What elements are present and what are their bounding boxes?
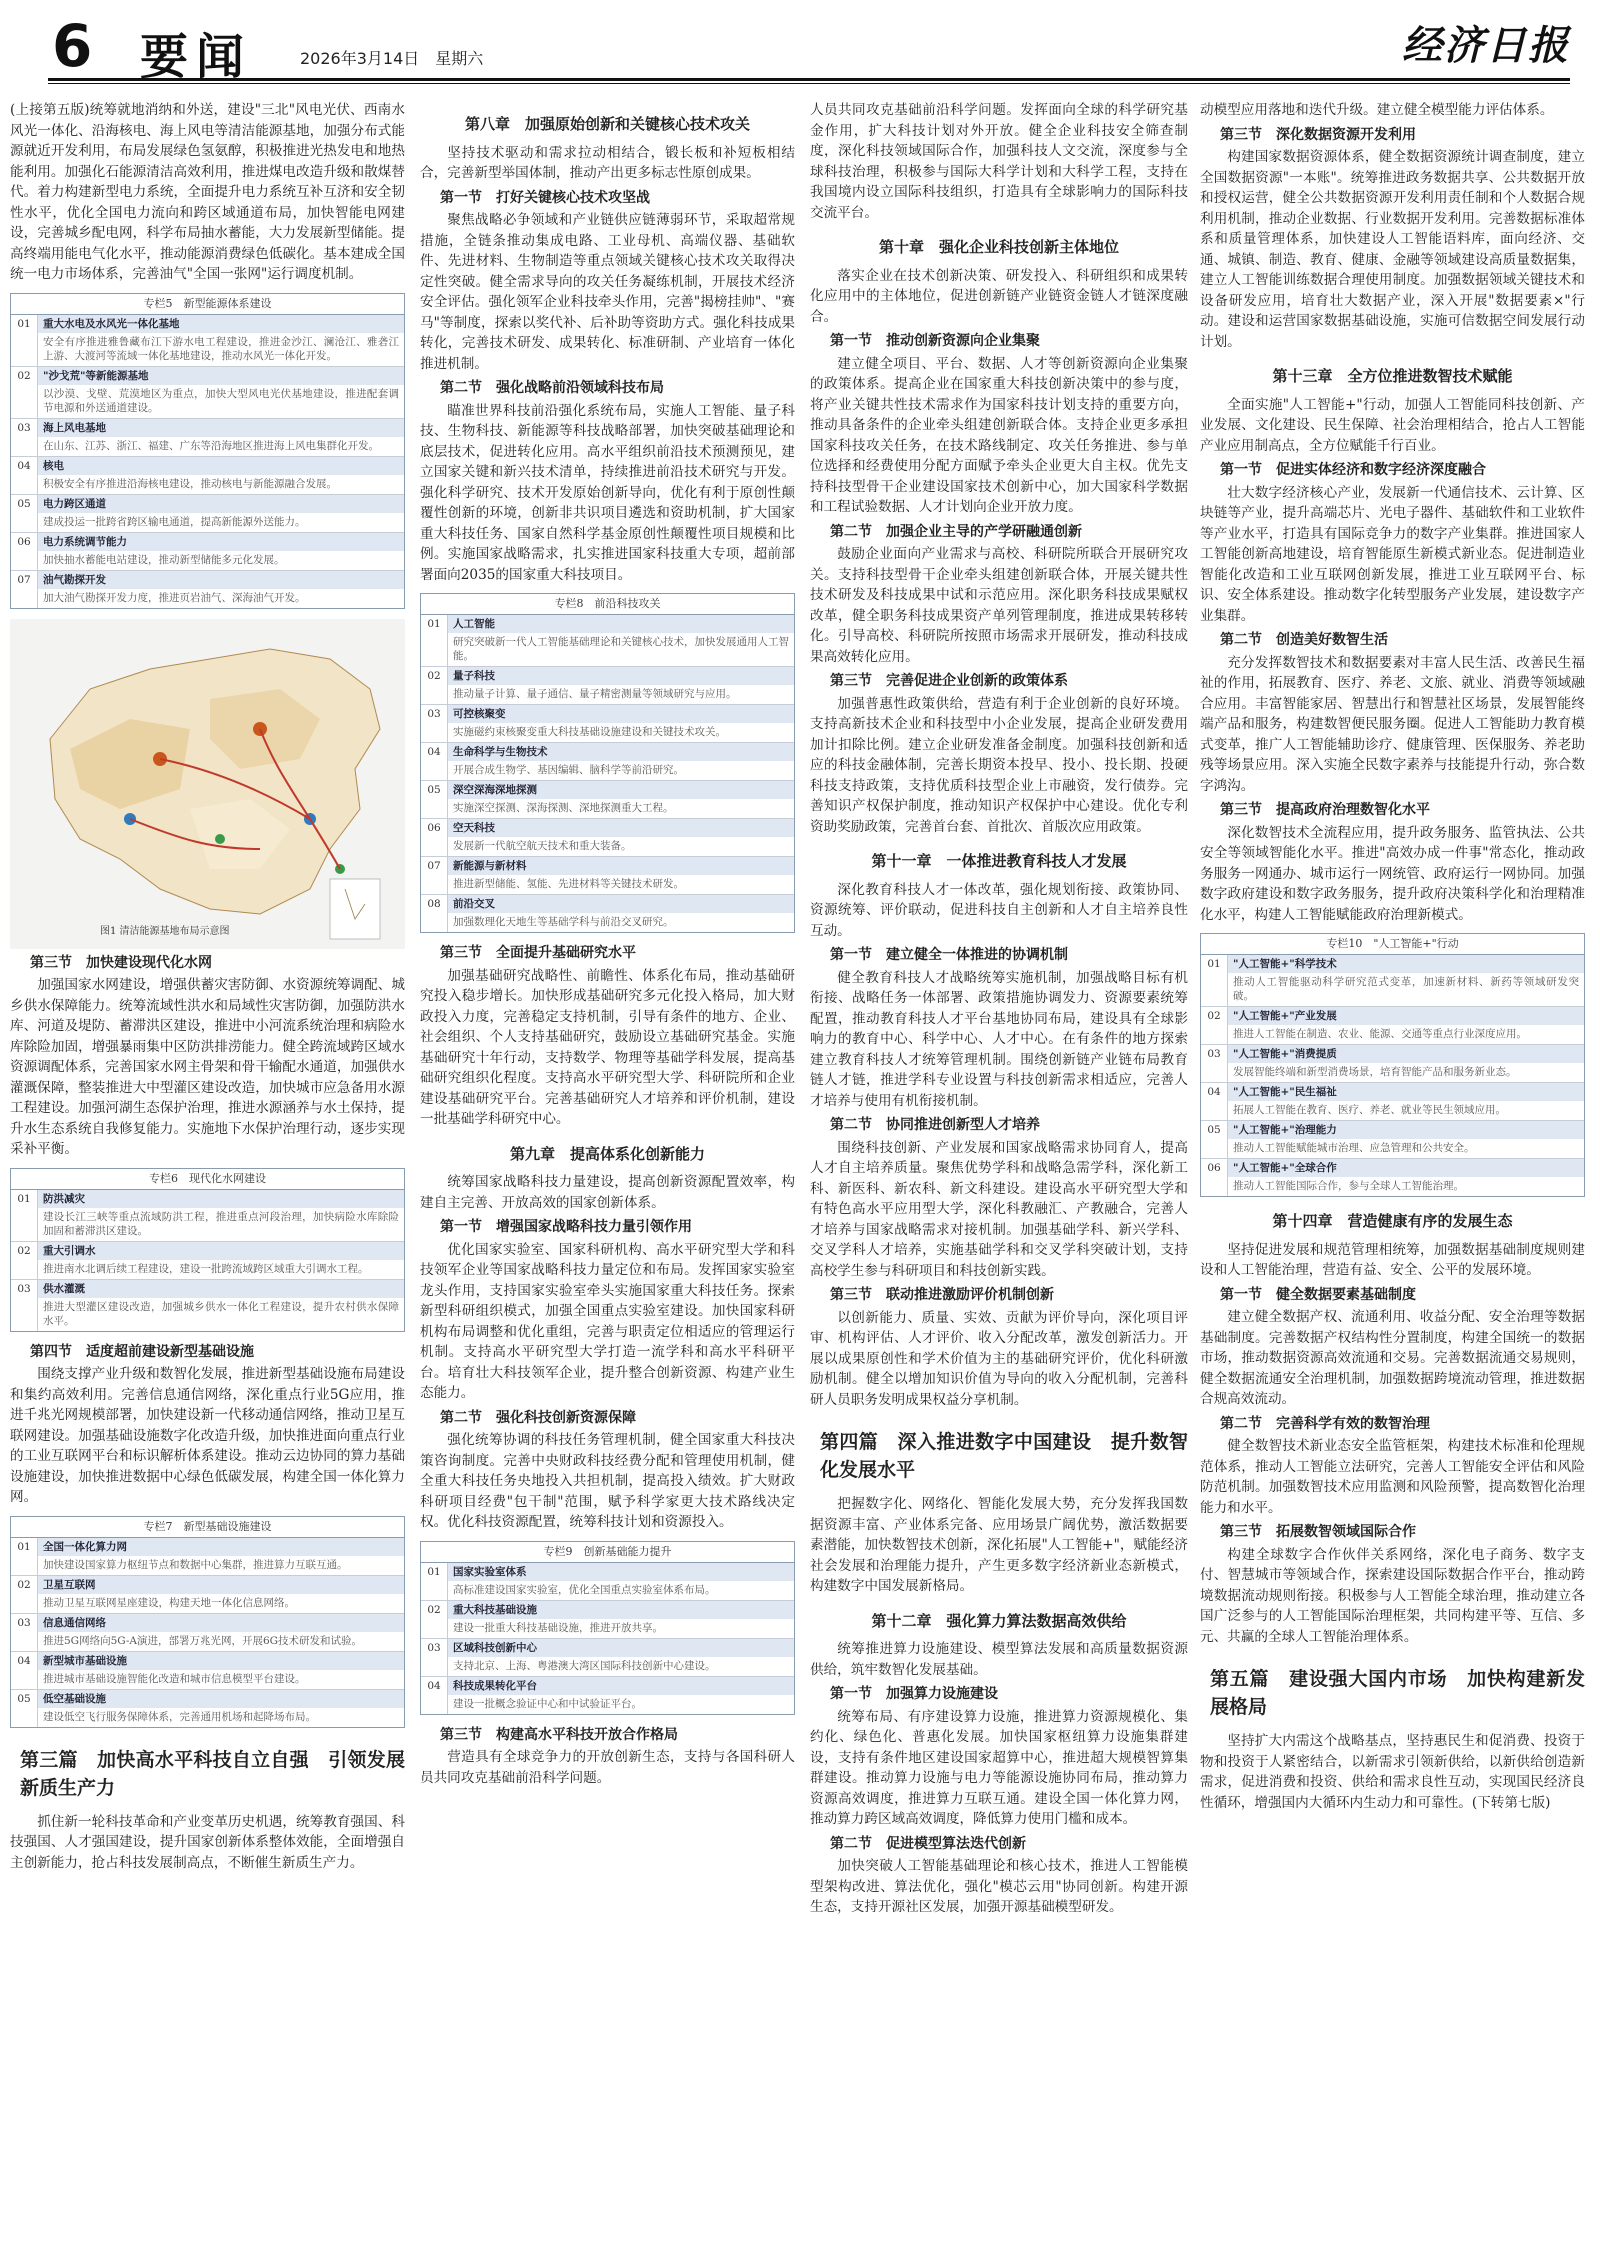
- box-row-content: [447, 1563, 794, 1600]
- box-item-name: 油气勘探开发: [38, 571, 404, 589]
- box-row-number: 02: [17, 1578, 31, 1591]
- box-row-number: 07: [427, 860, 441, 872]
- box-6: [10, 1168, 405, 1332]
- map-caption: 图1 清洁能源基地布局示意图: [100, 926, 230, 937]
- paragraph: 瞄准世界科技前沿强化系统布局，实施人工智能、量子科技、生物科技、新能源等科技战略部署，加快突破基础理论和底层技术，促进转化应用。高水平组织前沿技术预测预见，建立国家关键和新兴技术清单，持续推进前沿技术研究与开发。强化科学研究、技术开发原始创新导向，优化有利于原创性颠覆性创新的环境，创新非共识项目遴选和资助机制，扩大国家重大科技任务、国家自然科学基金原创性颠覆性项目规模和比例。实施国家战略需求，扎实推进国家科技重大专项，超前部署面向2035的国家重大科技项目。: [420, 402, 795, 583]
- issue-date: 2026年3月14日 星期六: [300, 49, 484, 68]
- part-heading: 第三篇 加快高水平科技自立自强 引领发展新质生产力: [20, 1748, 405, 1799]
- box-row-content: [37, 1690, 404, 1727]
- paragraph: 营造具有全球竞争力的开放创新生态，支持与各国科研人员共同攻克基础前沿科学问题。: [420, 1749, 795, 1786]
- paragraph: 聚焦战略必争领域和产业链供应链薄弱环节，采取超常规措施，全链条推动集成电路、工业母机、高端仪器、基础软件、先进材料、生物制造等重点领域关键核心技术攻关取得决定性突破。健全需求导向的攻关任务凝练机制，开展技术经济安全评估。强化领军企业科技牵头作用，完善"揭榜挂帅"、"赛马"等制度，探索以奖代补、后补助等资助方式。强化科技成果转化，完善技术研发、成果转化、标准研制、产业培育一体化推进机制。: [420, 212, 795, 372]
- paragraph: 动模型应用落地和迭代升级。建立健全模型能力评估体系。: [1200, 102, 1554, 118]
- box-item-name: 信息通信网络: [38, 1614, 404, 1632]
- box-item-name: 重大科技基础设施: [448, 1601, 794, 1619]
- box-row-number: 02: [1207, 1010, 1221, 1022]
- section-heading: 第四节 适度超前建设新型基础设施: [30, 1343, 254, 1360]
- box-row-number: 01: [427, 1565, 441, 1578]
- paragraph: 坚持技术驱动和需求拉动相结合，锻长板和补短板相结合，完善新型举国体制，推动产出更多标志性原创成果。: [420, 144, 795, 181]
- box-row-content: [37, 1652, 404, 1689]
- box-row: [11, 1690, 404, 1727]
- paragraph: 壮大数字经济核心产业，发展新一代通信技术、云计算、区块链等产业，提升高端芯片、光电子器件、基础软件和工业软件等产业水平，打造具有国际竞争力的数字产业集群。推进国家人工智能创新高地建设，培育智能原生新模式新业态。促进制造业智能化改造和工业互联网创新发展，推进工业互联网平台、标识、安全体系建设。推动数字化转型服务产业发展，建设数字产业集群。: [1200, 484, 1585, 624]
- page-number: 6: [52, 12, 93, 80]
- box-item-desc: 加大油气勘探开发力度，推进页岩油气、深海油气开发。: [43, 591, 306, 604]
- box-row: [421, 1677, 794, 1714]
- box-row: [421, 857, 794, 895]
- box-item-name: 人工智能: [448, 615, 794, 633]
- paragraph: 把握数字化、网络化、智能化发展大势，充分发挥我国数据资源丰富、产业体系完备、应用场景广阔优势，激活数据要素潜能，加快数智技术创新，深化拓展"人工智能+"，赋能经济社会发展和治理能力提升，产生更多数字经济新业态新模式，构建数字中国发展新格局。: [810, 1496, 1188, 1594]
- box-item-desc: 加快建设国家算力枢纽节点和数据中心集群，推进算力互联互通。: [43, 1558, 348, 1571]
- box-row-number: 04: [427, 1679, 441, 1692]
- section-heading: 第二节 协同推进创新型人才培养: [830, 1117, 1040, 1133]
- box-item-desc: 加强数理化天地生等基础学科与前沿交叉研究。: [453, 916, 674, 928]
- box-item-name: "沙戈荒"等新能源基地: [38, 367, 404, 385]
- box-row-content: [1227, 1007, 1584, 1044]
- box-item-desc: 安全有序推进雅鲁藏布江下游水电工程建设，推进金沙江、澜沧江、雅砻江上游、大渡河等流域一体化基地建设，推动水风光一体化开发。: [43, 335, 399, 362]
- box-row: [1201, 1007, 1584, 1045]
- box-item-name: 量子科技: [448, 667, 794, 685]
- section-heading: 第二节 完善科学有效的数智治理: [1220, 1415, 1430, 1432]
- box-row-number: 03: [1207, 1048, 1221, 1060]
- box-row-number: 01: [17, 1192, 31, 1205]
- header-rule-thin: [48, 83, 1570, 84]
- section-heading: 第二节 强化科技创新资源保障: [440, 1409, 636, 1426]
- paragraph: 健全教育科技人才战略统筹实施机制，加强战略目标有机衔接、战略任务一体部署、政策措施协调发力、资源要素统筹配置，推动教育科技人才平台基地协同布局，建设具有全球影响力的教育中心、科学中心、人才中心。在有条件的地方探索建立教育科技人才统筹管理机制。围绕创新链产业链布局教育链人才链，推进学科专业设置与科技创新需求相适应，完善人才培养与使用有机衔接机制。: [810, 969, 1188, 1109]
- box-row-number: 01: [17, 1540, 31, 1553]
- box-row-content: [37, 367, 404, 418]
- box-item-name: "人工智能+"消费提质: [1228, 1045, 1584, 1063]
- box-row-number: 05: [17, 497, 31, 510]
- box-row-number: 01: [17, 317, 31, 330]
- box-item-name: 重大水电及水风光一体化基地: [38, 315, 404, 333]
- paragraph: 统筹国家战略科技力量建设，提高创新资源配置效率，构建自主完善、开放高效的国家创新体系。: [420, 1174, 795, 1211]
- box-row: [421, 781, 794, 819]
- box-row-number: 02: [17, 369, 31, 382]
- box-7: [10, 1516, 405, 1728]
- section-heading: 第二节 创造美好数智生活: [1220, 632, 1388, 648]
- section-heading: 第三节 构建高水平科技开放合作格局: [440, 1726, 678, 1743]
- box-item-name: 区域科技创新中心: [448, 1639, 794, 1657]
- box-row: [1201, 1121, 1584, 1159]
- box-row-content: [447, 857, 794, 894]
- box-item-name: 海上风电基地: [38, 419, 404, 437]
- box-item-desc: 高标准建设国家实验室，优化全国重点实验室体系布局。: [453, 1583, 716, 1596]
- box-item-name: 新能源与新材料: [448, 857, 794, 875]
- box-item-name: 核电: [38, 457, 404, 475]
- section-heading: 第一节 促进实体经济和数字经济深度融合: [1220, 462, 1486, 478]
- box-row: [11, 495, 404, 533]
- box-item-name: 可控核聚变: [448, 705, 794, 723]
- paragraph: 构建国家数据资源体系，健全数据资源统计调查制度，建立全国数据资源"一本账"。统筹推进政务数据共享、公共数据开放和授权运营，健全公共数据资源开发利用责任制和个人数据合规利用机制，推动企业数据、行业数据开发利用。完善数据标准体系和质量管理体系，加快建设人工智能语料库，面向经济、交通、城镇、制造、教育、健康、金融等领域建设高质量数据集，建立人工智能训练数据合理使用制度。加强数据领域关键技术和设备研发应用，培育壮大数据产业，深入开展"数据要素×"行动。建设和运营国家数据基础设施，实施可信数据空间发展行动计划。: [1200, 149, 1585, 350]
- box-item-name: 科技成果转化平台: [448, 1677, 794, 1695]
- section-heading: 第三节 完善促进企业创新的政策体系: [830, 673, 1068, 689]
- chapter-heading: 第八章 加强原始创新和关键核心技术攻关: [464, 115, 750, 133]
- paragraph: 加强普惠性政策供给，营造有利于企业创新的良好环境。支持高新技术企业和科技型中小企业发展，提高企业研发费用加计扣除比例。建立企业研发准备金制度。加强科技创新和适应的科技金融体制，完善长期资本投早、投小、投长期、投硬科技支持政策，支持优质科技型企业上市融资，发行债券。完善知识产权保护制度，推动知识产权保护中心建设。优化专利资助奖励政策，完善首台套、首批次、首版次应用政策。: [810, 695, 1188, 835]
- box-item-desc: 拓展人工智能在教育、医疗、养老、就业等民生领域应用。: [1233, 1104, 1506, 1116]
- box-row-number: 02: [427, 1603, 441, 1616]
- box-title: 专栏10 "人工智能+"行动: [1201, 934, 1584, 955]
- box-row-content: [37, 419, 404, 456]
- section-heading: 第三节 深化数据资源开发利用: [1220, 126, 1416, 143]
- section-heading: 第三节 拓展数智领域国际合作: [1220, 1524, 1416, 1540]
- box-item-desc: 支持北京、上海、粤港澳大湾区国际科技创新中心建设。: [453, 1659, 716, 1672]
- box-item-name: 前沿交叉: [448, 895, 794, 913]
- column-1: [10, 100, 405, 2260]
- box-row-number: 04: [1207, 1086, 1221, 1098]
- box-item-desc: 推进新型储能、氢能、先进材料等关键技术研发。: [453, 878, 684, 890]
- box-row-content: [447, 781, 794, 818]
- paragraph: 抓住新一轮科技革命和产业变革历史机遇，统筹教育强国、科技强国、人才强国建设，提升国家创新体系整体效能，全面增强自主创新能力，抢占科技发展制高点，不断催生新质生产力。: [10, 1813, 405, 1871]
- box-row-content: [447, 1677, 794, 1714]
- section-heading: 第一节 增强国家战略科技力量引领作用: [440, 1219, 692, 1235]
- box-row-number: 06: [427, 822, 441, 834]
- box-title: 专栏5 新型能源体系建设: [11, 294, 404, 315]
- paragraph: 强化统筹协调的科技任务管理机制，健全国家重大科技决策咨询制度。完善中央财政科技经费分配和管理使用机制，健全重大科技任务央地投入共担机制，提高投入绩效。扩大财政科研项目经费"包干制"范围，赋予科学家更大技术路线决定权。优化科技资源配置，统筹科技计划和资源投入。: [420, 1432, 795, 1530]
- column-4: [1200, 100, 1585, 2260]
- section-heading: 第一节 加强算力设施建设: [830, 1686, 998, 1702]
- section-heading: 第一节 打好关键核心技术攻坚战: [440, 189, 650, 206]
- box-row: [11, 571, 404, 608]
- section-heading: 第三节 全面提升基础研究水平: [440, 945, 636, 961]
- box-item-name: 新型城市基础设施: [38, 1652, 404, 1670]
- box-item-name: "人工智能+"产业发展: [1228, 1007, 1584, 1025]
- paragraph: 围绕科技创新、产业发展和国家战略需求协同育人，提高人才自主培养质量。聚焦优势学科和战略急需学科，深化新工科、新医科、新农科、新文科建设。建设高水平研究型大学和有特色高水平应用型大学，深化科教融汇、产教融合，完善人才培养与国家战略需求对接机制。加强基础学科、新兴学科、交叉学科人才培养，实施基础学科和交叉学科突破计划，支持高校学生参与科研项目和科技创新实践。: [810, 1139, 1188, 1279]
- box-row-number: 07: [17, 573, 31, 586]
- box-row-content: [1227, 955, 1584, 1006]
- paragraph: 优化国家实验室、国家科研机构、高水平研究型大学和科技领军企业等国家战略科技力量定位和布局。发挥国家实验室龙头作用，支持国家实验室牵头实施国家重大科技任务。探索新型科研组织模式，加强全国重点实验室建设。加快国家科研机构布局调整和优化重组，完善与职责定位相适应的管理运行机制。支持高水平研究型大学打造一流学科和高水平科研平台。培育壮大科技领军企业，提升整合创新资源、构建产业生态能力。: [420, 1241, 795, 1401]
- paragraph: 统筹推进算力设施建设、模型算法发展和高质量数据资源供给，筑牢数智化发展基础。: [810, 1641, 1188, 1678]
- box-row: [11, 1652, 404, 1690]
- box-item-desc: 推进5G网络向5G-A演进，部署万兆光网，开展6G技术研发和试验。: [43, 1634, 363, 1647]
- box-row-number: 04: [17, 459, 31, 472]
- paragraph: 坚持促进发展和规范管理相统筹，加强数据基础制度规则建设和人工智能治理，营造有益、安全、公平的发展环境。: [1200, 1241, 1585, 1278]
- box-item-desc: 推进城市基础设施智能化改造和城市信息模型平台建设。: [43, 1672, 306, 1685]
- box-row: [11, 533, 404, 571]
- box-item-desc: 推进人工智能在制造、农业、能源、交通等重点行业深度应用。: [1233, 1028, 1527, 1040]
- box-row-number: 02: [427, 670, 441, 682]
- box-item-name: 低空基础设施: [38, 1690, 404, 1708]
- paragraph: 全面实施"人工智能+"行动，加强人工智能同科技创新、产业发展、文化建设、民生保障、社会治理相结合，抢占人工智能产业应用制高点，全方位赋能千行百业。: [1200, 396, 1585, 454]
- box-row: [11, 1280, 404, 1331]
- section-heading: 第二节 强化战略前沿领域科技布局: [440, 380, 664, 396]
- box-row-content: [447, 667, 794, 704]
- paragraph: 坚持扩大内需这个战略基点，坚持惠民生和促消费、投资于物和投资于人紧密结合，以新需求引领新供给，以新供给创造新需求，促进消费和投资、供给和需求良性互动，实现国民经济良性循环，增强国内大循环内生动力和可靠性。(下转第七版): [1200, 1733, 1585, 1811]
- box-row-content: [37, 1242, 404, 1279]
- box-item-desc: 实施深空探测、深海探测、深地探测重大工程。: [453, 802, 674, 814]
- box-row-number: 03: [17, 1616, 31, 1629]
- section-title: 要闻: [140, 29, 253, 85]
- box-row-content: [37, 533, 404, 570]
- box-item-desc: 发展新一代航空航天技术和重大装备。: [453, 840, 632, 852]
- box-row: [11, 1190, 404, 1242]
- box-item-name: 电力跨区通道: [38, 495, 404, 513]
- box-row: [421, 1639, 794, 1677]
- box-row-number: 03: [17, 1282, 31, 1295]
- paragraph: 围绕支撑产业升级和数智化发展，推进新型基础设施布局建设和集约高效利用。完善信息通信网络，深化重点行业5G应用，推进千兆光网规模部署，加快建设新一代移动通信网络，推动卫星互联网建设。加强基础设施数字化改造升级，加快推进面向重点行业的工业互联网平台和标识解析体系建设。推动云边协同的算力基础设施建设，加快推进数据中心绿色低碳发展，构建全国一体化算力网。: [10, 1366, 405, 1505]
- paragraph: 建立健全数据产权、流通利用、收益分配、安全治理等数据基础制度。完善数据产权结构性分置制度，构建全国统一的数据市场，推动数据资源高效流通和交易。完善数据流通交易规则，健全数据流通安全治理机制，加强数据跨境流动管理，推进数据合规高效流动。: [1200, 1309, 1585, 1407]
- box-item-desc: 推动卫星互联网星座建设，构建天地一体化信息网络。: [43, 1596, 295, 1609]
- box-row-content: [37, 315, 404, 366]
- box-item-name: 生命科学与生物技术: [448, 743, 794, 761]
- box-row-content: [447, 895, 794, 932]
- box-row: [11, 315, 404, 367]
- paragraph: 健全数智技术新业态安全监管框架，构建技术标准和伦理规范体系，推动人工智能立法研究，完善人工智能安全评估和风险防范机制。加强数智技术应用监测和风险预警，提高数智化治理能力和水平。: [1200, 1438, 1585, 1516]
- box-item-name: 防洪减灾: [38, 1190, 404, 1208]
- paragraph: 鼓励企业面向产业需求与高校、科研院所联合开展研究攻关。支持科技型骨干企业牵头组建创新联合体，开展关键共性技术研发及科技成果中试和示范应用。深化职务科技成果赋权改革，健全职务科技成果资产单列管理制度，推进成果转移转化。引导高校、科研院所按照市场需求开展研发，推动科技成果高效转化应用。: [810, 546, 1188, 665]
- box-item-desc: 开展合成生物学、基因编辑、脑科学等前沿研究。: [453, 764, 684, 776]
- box-row: [11, 1242, 404, 1280]
- paragraph: 构建全球数字合作伙伴关系网络，深化电子商务、数字支付、智慧城市等领域合作，探索建设国际数据合作平台，推动跨境数据流动规则衔接。积极参与人工智能全球治理，推动建立各国广泛参与的人工智能国际治理框架，共同构建平等、互信、多元、共赢的全球人工智能治理体系。: [1200, 1546, 1585, 1645]
- box-item-desc: 实施磁约束核聚变重大科技基础设施建设和关键技术攻关。: [453, 726, 726, 738]
- paragraph: 以创新能力、质量、实效、贡献为评价导向，深化项目评审、机构评估、人才评价、收入分配改革，激发创新活力。开展以成果原创性和学术价值为主的基础研究评价，优化科研激励机制。健全以增加知识价值为导向的收入分配机制，完善科研人员职务发明成果权益分享机制。: [810, 1309, 1188, 1408]
- box-row-content: [37, 1280, 404, 1331]
- chapter-heading: 第十二章 强化算力算法数据高效供给: [871, 1611, 1127, 1630]
- box-item-name: 重大引调水: [38, 1242, 404, 1260]
- box-row: [421, 705, 794, 743]
- paragraph: 落实企业在技术创新决策、研发投入、科研组织和成果转化应用中的主体地位，促进创新链产业链资金链人才链深度融合。: [810, 267, 1188, 325]
- box-item-name: "人工智能+"民生福祉: [1228, 1083, 1584, 1101]
- column-3: [810, 100, 1188, 2260]
- masthead-logo: 经济日报: [1402, 22, 1570, 69]
- box-row-number: 05: [17, 1692, 31, 1705]
- box-row-number: 04: [427, 746, 441, 758]
- paragraph: (上接第五版)统筹就地消纳和外送，建设"三北"风电光伏、西南水风光一体化、沿海核电、海上风电等清洁能源基地，加强分布式能源就近开发利用，布局发展绿色氢氨醇，积极推进光热发电和地热能利用。加强化石能源清洁高效利用，推进煤电改造升级和散煤替代。着力构建新型电力系统，全面提升电力系统互补互济和安全韧性水平，优化全国电力流向和跨区域通道布局，加快智能电网建设，完善城乡配电网，科学布局抽水蓄能，大力发展新型储能。提高终端用能电气化水平，推动能源消费绿色低碳化。基本建成全国统一电力市场体系，完善油气"全国一张网"运行调度机制。: [10, 102, 405, 282]
- box-item-name: 空天科技: [448, 819, 794, 837]
- box-row-content: [37, 1538, 404, 1575]
- box-row-content: [37, 571, 404, 608]
- box-item-desc: 积极安全有序推进沿海核电建设，推动核电与新能源融合发展。: [43, 477, 337, 490]
- box-item-desc: 推动人工智能国际合作，参与全球人工智能治理。: [1233, 1180, 1464, 1192]
- box-row-content: [1227, 1121, 1584, 1158]
- box-row: [11, 1576, 404, 1614]
- part-heading: 第四篇 深入推进数字中国建设 提升数智化发展水平: [820, 1431, 1188, 1481]
- box-row-number: 03: [427, 708, 441, 720]
- section-heading: 第三节 联动推进激励评价机制创新: [830, 1287, 1054, 1303]
- box-item-desc: 建设长江三峡等重点流域防洪工程，推进重点河段治理，加快病险水库除险加固和蓄滞洪区建设。: [43, 1210, 399, 1237]
- chapter-heading: 第十四章 营造健康有序的发展生态: [1272, 1212, 1513, 1230]
- box-row-content: [37, 457, 404, 494]
- box-row-content: [37, 1190, 404, 1241]
- box-item-desc: 研究突破新一代人工智能基础理论和关键核心技术，加快发展通用人工智能。: [453, 636, 789, 662]
- box-item-desc: 推进南水北调后续工程建设，建设一批跨流域跨区域重大引调水工程。: [43, 1262, 369, 1275]
- box-row-number: 04: [17, 1654, 31, 1667]
- chapter-heading: 第十三章 全方位推进数智技术赋能: [1272, 367, 1513, 385]
- box-item-desc: 建设一批概念验证中心和中试验证平台。: [453, 1697, 642, 1710]
- chapter-heading: 第十章 强化企业科技创新主体地位: [878, 238, 1119, 256]
- box-item-desc: 推进大型灌区建设改造，加强城乡供水一体化工程建设，提升农村供水保障水平。: [43, 1300, 399, 1327]
- box-title: 专栏6 现代化水网建设: [11, 1169, 404, 1190]
- box-row-content: [37, 1614, 404, 1651]
- box-row: [421, 667, 794, 705]
- box-row-content: [1227, 1159, 1584, 1196]
- box-5: [10, 293, 405, 609]
- box-row: [11, 457, 404, 495]
- section-heading: 第一节 建立健全一体推进的协调机制: [830, 947, 1068, 963]
- section-heading: 第三节 加快建设现代化水网: [30, 954, 212, 971]
- box-item-name: 全国一体化算力网: [38, 1538, 404, 1556]
- box-row-number: 06: [17, 535, 31, 548]
- box-9: [420, 1541, 795, 1715]
- box-row: [11, 1614, 404, 1652]
- box-row-number: 05: [427, 784, 441, 796]
- page-header: [0, 0, 1600, 85]
- box-row-number: 05: [1207, 1124, 1221, 1136]
- box-row-content: [447, 819, 794, 856]
- box-row: [421, 743, 794, 781]
- box-item-name: 供水灌溉: [38, 1280, 404, 1298]
- box-row-content: [447, 1601, 794, 1638]
- box-row-content: [447, 705, 794, 742]
- paragraph: 统筹布局、有序建设算力设施，推进算力资源规模化、集约化、绿色化、普惠化发展。加快国家枢纽算力设施集群建设，支持有条件地区建设国家超算中心，推进超大规模智算集群建设。推动算力设施与电力等能源设施协同布局，推动算力资源高效调度，推进算力互联互通。建设全国一体化算力网，推动算力跨区域高效调度，降低算力使用门槛和成本。: [810, 1708, 1188, 1827]
- chapter-heading: 第九章 提高体系化创新能力: [509, 1144, 705, 1163]
- paragraph: 深化数智技术全流程应用，提升政务服务、监管执法、公共安全等领域智能化水平。推进"高效办成一件事"常态化，推动政务服务一网通办、城市运行一网统管、政府运行一网协同。加强数字政府建设和数字政务服务，提升政府决策科学化和治理精准化水平，构建人工智能赋能政府治理新模式。: [1200, 824, 1585, 923]
- box-row-content: [1227, 1045, 1584, 1082]
- box-item-name: 卫星互联网: [38, 1576, 404, 1594]
- china-map-illustration: [10, 619, 405, 949]
- box-row-number: 02: [17, 1244, 31, 1257]
- box-row-number: 06: [1207, 1162, 1221, 1174]
- paragraph: 充分发挥数智技术和数据要素对丰富人民生活、改善民生福祉的作用，拓展教育、医疗、养老、文旅、就业、消费等领域融合应用。丰富智能家居、智慧出行和智慧社区场景，发展智能终端产品和服务，构建数智便民服务圈。促进人工智能助力教育模式变革，推广人工智能辅助诊疗、健康管理、医保服务、养老助残等场景应用。深入实施全民数字素养与技能提升行动，弥合数字鸿沟。: [1200, 654, 1585, 794]
- paragraph: 建立健全项目、平台、数据、人才等创新资源向企业集聚的政策体系。提高企业在国家重大科技创新决策中的参与度，将产业关键共性技术需求作为国家科技计划支持的重要方向，推动具备条件的企业牵头组建创新联合体。支持企业更多承担国家科技攻关任务，在技术路线制定、攻关任务推进、参与单位选择和经费使用分配方面赋予牵头企业更大自主权。优先支持科技型骨干企业建设国家技术创新中心，加大国家科学数据和工程试验数据、人才计划向企业开放力度。: [810, 355, 1188, 515]
- box-10: [1200, 933, 1585, 1197]
- section-heading: 第二节 促进模型算法迭代创新: [830, 1835, 1026, 1852]
- box-row: [11, 367, 404, 419]
- box-row-number: 08: [427, 898, 441, 910]
- column-2: [420, 100, 795, 2260]
- box-item-desc: 推动人工智能赋能城市治理、应急管理和公共安全。: [1233, 1142, 1475, 1154]
- box-row-number: 01: [427, 618, 441, 630]
- box-title: 专栏8 前沿科技攻关: [421, 594, 794, 615]
- part-heading: 第五篇 建设强大国内市场 加快构建新发展格局: [1210, 1668, 1585, 1718]
- box-row: [1201, 1045, 1584, 1083]
- box-item-name: "人工智能+"全球合作: [1228, 1159, 1584, 1177]
- box-row: [421, 1563, 794, 1601]
- box-title: 专栏9 创新基础能力提升: [421, 1542, 794, 1563]
- box-row-content: [447, 615, 794, 666]
- box-item-desc: 建设低空飞行服务保障体系，完善通用机场和起降场布局。: [43, 1710, 316, 1723]
- box-row: [421, 819, 794, 857]
- box-item-desc: 建成投运一批跨省跨区输电通道，提高新能源外送能力。: [43, 515, 306, 528]
- box-row: [1201, 1083, 1584, 1121]
- paragraph: 加快突破人工智能基础理论和核心技术，推进人工智能模型架构改进、算法优化，强化"模芯云用"协同创新。构建开源生态，支持开源社区发展，加强开源基础模型研发。: [810, 1858, 1188, 1915]
- box-row: [421, 1601, 794, 1639]
- box-row-content: [37, 1576, 404, 1613]
- box-row: [1201, 955, 1584, 1007]
- box-row-content: [1227, 1083, 1584, 1120]
- box-item-desc: 推动量子计算、量子通信、量子精密测量等领域研究与应用。: [453, 688, 737, 700]
- paragraph: 人员共同攻克基础前沿科学问题。发挥面向全球的科学研究基金作用，扩大科技计划对外开放。健全企业科技安全筛查制度，深化科技领域国际合作，加强科技人文交流，深度参与全球科技治理，积极参与国际大科学计划和大科学工程，支持在我国境内设立国际科技组织，打造具有全球影响力的国际科技交流平台。: [810, 102, 1188, 221]
- paragraph: 加强国家水网建设，增强供蓄灾害防御、水资源统筹调配、城乡供水保障能力。统筹流域性洪水和局域性灾害防御，加强防洪水库、河道及堤防、蓄滞洪区建设，推进中小河流系统治理和病险水库除险加固，增强暴雨集中区防洪排涝能力。健全跨流域跨区域水资源调配体系，完善国家水网主骨架和骨干输配水通道，加强供水灌溉保障，整装推进大中型灌区建设改造，加快城市应急备用水源工程建设。加强河湖生态保护治理，推进水源涵养与水土保持，提升水生态系统自我修复能力。实施地下水保护治理行动，逐步实现采补平衡。: [10, 977, 405, 1157]
- box-item-name: 国家实验室体系: [448, 1563, 794, 1581]
- box-item-desc: 推动人工智能驱动科学研究范式变革，加速新材料、新药等领域研发突破。: [1233, 976, 1579, 1002]
- box-row: [421, 895, 794, 932]
- box-item-desc: 发展智能终端和新型消费场景，培育智能产品和服务新业态。: [1233, 1066, 1517, 1078]
- box-item-name: 电力系统调节能力: [38, 533, 404, 551]
- section-heading: 第三节 提高政府治理数智化水平: [1220, 802, 1430, 818]
- paragraph: 加强基础研究战略性、前瞻性、体系化布局，推动基础研究投入稳步增长。加快形成基础研究多元化投入格局，加大财政投入力度，完善稳定支持机制，引导有条件的地方、企业、社会组织、个人支持基础研究，鼓励设立基础研究基金。实施基础研究十年行动，支持数学、物理等基础学科发展，提高基础研究组织化程度。支持高水平研究型大学、科研院所和企业建设基础研究平台。完善基础研究人才培养和评价机制，建设一批基础学科研究中心。: [420, 967, 795, 1127]
- box-item-name: "人工智能+"治理能力: [1228, 1121, 1584, 1139]
- box-row: [11, 1538, 404, 1576]
- paragraph: 深化教育科技人才一体改革，强化规划衔接、政策协同、资源统筹、评价联动，促进科技自主创新和人才自主培养良性互动。: [810, 881, 1188, 939]
- box-row-number: 03: [427, 1641, 441, 1654]
- box-8: [420, 593, 795, 933]
- box-row: [421, 615, 794, 667]
- box-row-number: 03: [17, 421, 31, 434]
- box-row: [1201, 1159, 1584, 1196]
- box-item-name: 深空深海深地探测: [448, 781, 794, 799]
- box-item-desc: 建设一批重大科技基础设施，推进开放共享。: [453, 1621, 663, 1634]
- header-rule: [48, 78, 1570, 81]
- section-heading: 第二节 加强企业主导的产学研融通创新: [830, 523, 1082, 540]
- section-heading: 第一节 健全数据要素基础制度: [1220, 1286, 1416, 1303]
- section-heading: 第一节 推动创新资源向企业集聚: [830, 333, 1040, 349]
- box-item-name: "人工智能+"科学技术: [1228, 955, 1584, 973]
- box-title: 专栏7 新型基础设施建设: [11, 1517, 404, 1538]
- box-row-number: 01: [1207, 958, 1221, 970]
- energy-base-map: [10, 619, 405, 949]
- box-row: [11, 419, 404, 457]
- box-item-desc: 加快抽水蓄能电站建设，推动新型储能多元化发展。: [43, 553, 285, 566]
- box-row-content: [447, 1639, 794, 1676]
- box-row-content: [447, 743, 794, 780]
- box-row-content: [37, 495, 404, 532]
- box-item-desc: 以沙漠、戈壁、荒漠地区为重点，加快大型风电光伏基地建设，推进配套调节电源和外送通道建设。: [43, 387, 399, 414]
- chapter-heading: 第十一章 一体推进教育科技人才发展: [871, 852, 1127, 870]
- box-item-desc: 在山东、江苏、浙江、福建、广东等沿海地区推进海上风电集群化开发。: [43, 439, 379, 452]
